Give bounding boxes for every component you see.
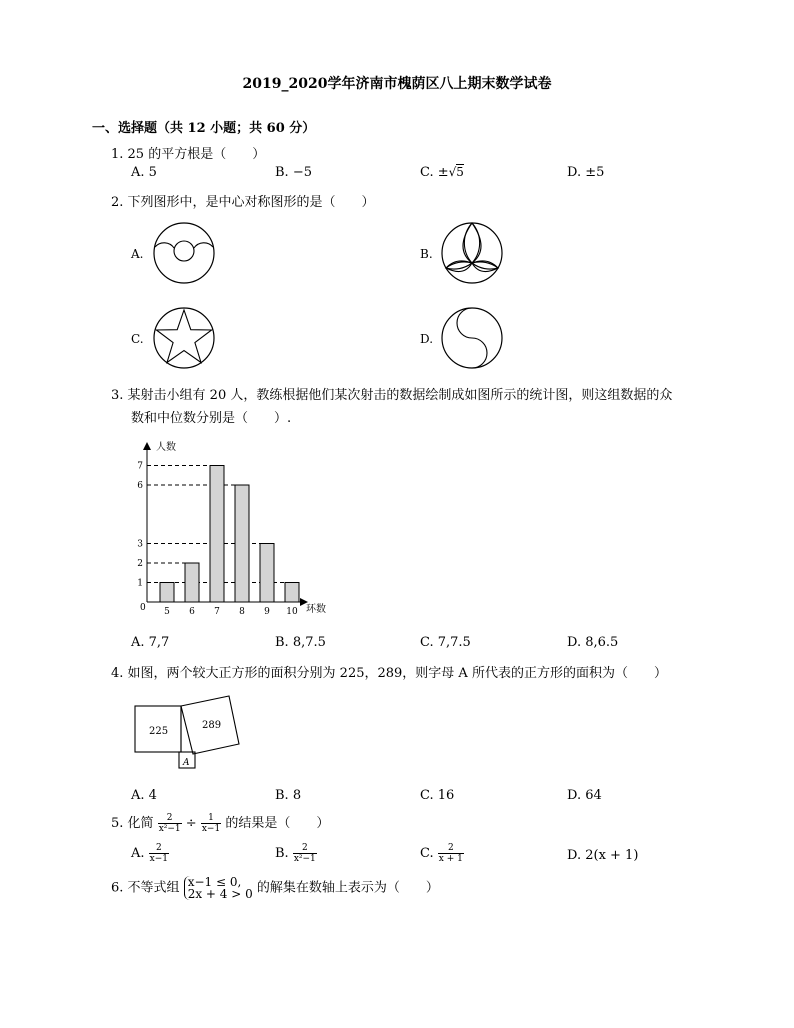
q5-f1-den: x²−1	[158, 824, 181, 834]
q4-option-a[interactable]: A. 4	[131, 788, 157, 803]
q5-option-b-fraction	[293, 843, 317, 864]
q5-option-a-fraction	[149, 843, 169, 864]
question-5-stem	[111, 812, 329, 834]
q1-option-c-prefix: C. ±	[420, 165, 449, 180]
x-tick-10: 10	[286, 607, 298, 617]
chart-origin-label: 0	[140, 603, 146, 613]
question-2-stem: 2. 下列图形中，是中心对称图形的是（ ）	[111, 195, 375, 210]
q1-option-c-radicand: 5	[456, 165, 464, 179]
q2-figure-d	[438, 304, 506, 372]
q2-figure-c	[150, 304, 218, 372]
chart-y-label: 人数	[156, 442, 176, 453]
q3-option-a[interactable]: A. 7,7	[131, 635, 170, 650]
sqrt-sign: √	[448, 165, 457, 179]
q3-option-c[interactable]: C. 7,7.5	[420, 635, 471, 650]
q6-stem-suffix: 的解集在数轴上表示为（ ）	[256, 880, 439, 896]
q5-option-c[interactable]	[420, 843, 464, 864]
q5-fraction-1	[158, 813, 182, 834]
x-tick-8: 8	[239, 607, 245, 617]
q5-option-d[interactable]: D. 2(x + 1)	[567, 848, 639, 863]
y-tick-6: 6	[137, 481, 143, 491]
q5-option-b[interactable]	[275, 843, 317, 864]
q2-option-d[interactable]: D.	[420, 332, 434, 346]
question-4-stem: 4. 如图，两个较大正方形的面积分别为 225，289，则字母 A 所代表的正方形的面积为（ ）	[111, 666, 667, 681]
bar-6	[185, 563, 199, 602]
q5-option-a-label: A.	[131, 846, 145, 861]
q5-option-c-label: C.	[420, 846, 434, 861]
q4-left-area: 225	[149, 726, 169, 737]
q5-divide-sign: ÷	[185, 816, 197, 831]
q3-option-d[interactable]: D. 8,6.5	[567, 635, 619, 650]
q4-figure	[133, 692, 248, 772]
q4-option-d[interactable]: D. 64	[567, 788, 602, 803]
q1-option-b[interactable]: B. −5	[275, 165, 312, 180]
bar-8	[235, 485, 249, 602]
bar-7	[210, 466, 224, 603]
x-tick-6: 6	[189, 607, 195, 617]
question-6-stem	[111, 876, 439, 900]
section-heading: 一、选择题（共 12 小题；共 60 分）	[92, 121, 316, 136]
q1-option-c[interactable]	[420, 165, 464, 180]
q5-a-den: x−1	[149, 854, 169, 864]
bar-10	[285, 583, 299, 603]
page-title: 2019_2020学年济南市槐荫区八上期末数学试卷	[242, 76, 552, 92]
q3-option-b[interactable]: B. 8,7.5	[275, 635, 326, 650]
q5-a-num: 2	[149, 843, 169, 854]
bar-5	[160, 583, 174, 603]
question-3-stem-line2: 数和中位数分别是（ ）.	[131, 411, 292, 426]
q6-line-1: x−1 ≤ 0,	[187, 875, 242, 889]
q5-f2-num: 1	[201, 813, 221, 824]
q5-f2-den: x−1	[201, 824, 221, 834]
q5-fraction-2	[201, 813, 221, 834]
q2-figure-a	[150, 219, 218, 287]
q2-option-b[interactable]: B.	[420, 247, 433, 261]
q2-figure-b	[438, 219, 506, 287]
q5-c-num: 2	[438, 843, 464, 854]
y-tick-2: 2	[137, 559, 143, 569]
q6-line-2: 2x + 4 > 0	[187, 887, 253, 901]
q5-b-num: 2	[293, 843, 317, 854]
q5-stem-suffix: 的结果是（ ）	[225, 816, 330, 831]
q5-option-a[interactable]	[131, 843, 169, 864]
q5-f1-num: 2	[158, 813, 182, 824]
bar-9	[260, 544, 274, 603]
q6-inequality-system	[184, 876, 253, 900]
q6-stem-prefix: 6. 不等式组	[111, 880, 180, 896]
q5-option-c-fraction	[438, 843, 464, 864]
q1-option-d[interactable]: D. ±5	[567, 165, 605, 180]
x-tick-7: 7	[214, 607, 220, 617]
q4-option-b[interactable]: B. 8	[275, 788, 302, 803]
q5-c-den: x + 1	[438, 854, 463, 864]
q5-stem-prefix: 5. 化简	[111, 816, 154, 831]
q2-option-a[interactable]: A.	[131, 247, 144, 261]
x-tick-9: 9	[264, 607, 270, 617]
y-tick-1: 1	[137, 578, 143, 589]
q1-option-a[interactable]: A. 5	[131, 165, 157, 180]
y-tick-3: 3	[137, 539, 143, 550]
q2-option-c[interactable]: C.	[131, 332, 144, 346]
question-1-stem: 1. 25 的平方根是（ ）	[111, 147, 266, 162]
q3-bar-chart	[130, 436, 340, 620]
q4-right-area: 289	[202, 720, 222, 731]
x-tick-5: 5	[164, 607, 170, 617]
chart-x-label: 环数	[306, 604, 326, 615]
q4-option-c[interactable]: C. 16	[420, 788, 455, 803]
q4-small-label: A	[183, 758, 190, 768]
q5-option-b-label: B.	[275, 846, 289, 861]
q5-b-den: x²−1	[293, 854, 316, 864]
question-3-stem-line1: 3. 某射击小组有 20 人，教练根据他们某次射击的数据绘制成如图所示的统计图，则这组数据的众	[111, 388, 673, 403]
y-tick-7: 7	[137, 461, 143, 472]
